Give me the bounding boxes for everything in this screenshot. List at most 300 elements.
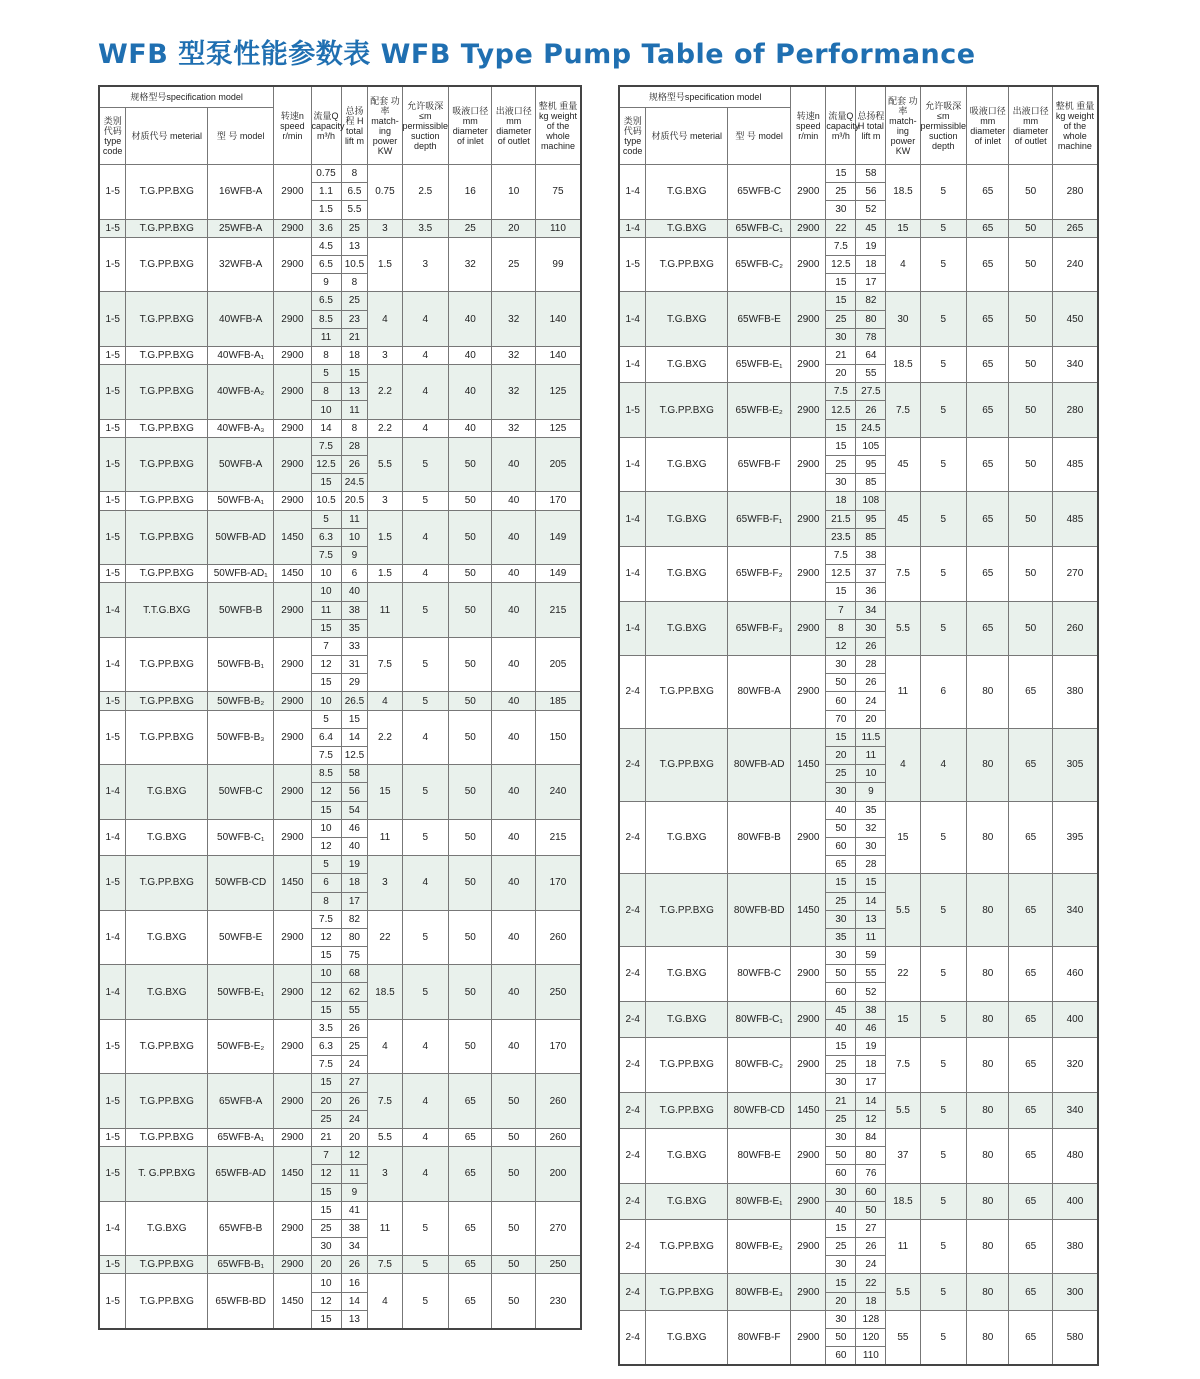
inlet-cell: 80 bbox=[967, 1274, 1009, 1310]
inlet-cell: 50 bbox=[449, 510, 492, 565]
outlet-cell: 50 bbox=[1009, 601, 1052, 656]
material-cell: T.G.PP.BXG bbox=[126, 1019, 208, 1074]
capacity-cell: 7.5 bbox=[311, 1056, 341, 1074]
inlet-cell: 32 bbox=[449, 237, 492, 292]
lift-cell: 80 bbox=[856, 1147, 886, 1165]
power-cell: 2.2 bbox=[368, 419, 402, 437]
capacity-cell: 7 bbox=[311, 637, 341, 655]
power-cell: 22 bbox=[886, 947, 920, 1002]
speed-cell: 2900 bbox=[274, 219, 311, 237]
suction-cell: 6 bbox=[920, 656, 967, 729]
capacity-cell: 50 bbox=[826, 819, 856, 837]
suction-cell: 5 bbox=[920, 292, 967, 347]
speed-cell: 2900 bbox=[791, 601, 826, 656]
header-outlet: 出液口径 mm diameter of outlet bbox=[492, 86, 535, 165]
weight-cell: 170 bbox=[535, 492, 581, 510]
model-cell: 65WFB-F₃ bbox=[728, 601, 791, 656]
capacity-cell: 7 bbox=[826, 601, 856, 619]
capacity-cell: 25 bbox=[826, 1238, 856, 1256]
table-row bbox=[619, 437, 1098, 455]
inlet-cell: 65 bbox=[967, 546, 1009, 601]
type-code-cell: 1-4 bbox=[99, 1201, 126, 1256]
capacity-cell: 12 bbox=[311, 928, 341, 946]
suction-cell: 5 bbox=[920, 437, 967, 492]
speed-cell: 2900 bbox=[791, 1310, 826, 1365]
type-code-cell: 1-5 bbox=[99, 437, 126, 492]
capacity-cell: 25 bbox=[826, 183, 856, 201]
inlet-cell: 80 bbox=[967, 947, 1009, 1002]
power-cell: 7.5 bbox=[368, 1256, 402, 1274]
material-cell: T.G.PP.BXG bbox=[126, 637, 208, 692]
capacity-cell: 15 bbox=[826, 874, 856, 892]
lift-cell: 27.5 bbox=[856, 383, 886, 401]
suction-cell: 5 bbox=[920, 1038, 967, 1093]
capacity-cell: 12 bbox=[311, 656, 341, 674]
weight-cell: 215 bbox=[535, 583, 581, 638]
capacity-cell: 12.5 bbox=[311, 456, 341, 474]
lift-cell: 32 bbox=[856, 819, 886, 837]
speed-cell: 1450 bbox=[274, 856, 311, 911]
type-code-cell: 1-5 bbox=[99, 1074, 126, 1129]
suction-cell: 2.5 bbox=[402, 165, 449, 220]
outlet-cell: 40 bbox=[492, 819, 535, 855]
type-code-cell: 1-5 bbox=[99, 346, 126, 364]
lift-cell: 82 bbox=[341, 910, 368, 928]
lift-cell: 20.5 bbox=[341, 492, 368, 510]
lift-cell: 62 bbox=[341, 983, 368, 1001]
right-performance-table bbox=[618, 85, 1099, 1366]
capacity-cell: 6.3 bbox=[311, 528, 341, 546]
type-code-cell: 2-4 bbox=[619, 801, 646, 874]
outlet-cell: 10 bbox=[492, 165, 535, 220]
capacity-cell: 20 bbox=[826, 365, 856, 383]
suction-cell: 5 bbox=[920, 601, 967, 656]
suction-cell: 5 bbox=[402, 910, 449, 965]
capacity-cell: 15 bbox=[826, 583, 856, 601]
capacity-cell: 8.5 bbox=[311, 765, 341, 783]
power-cell: 3 bbox=[368, 1147, 402, 1202]
inlet-cell: 25 bbox=[449, 219, 492, 237]
power-cell: 7.5 bbox=[886, 546, 920, 601]
lift-cell: 26 bbox=[341, 456, 368, 474]
type-code-cell: 1-5 bbox=[619, 237, 646, 292]
type-code-cell: 1-5 bbox=[99, 292, 126, 347]
material-cell: T. G.PP.BXG bbox=[126, 1147, 208, 1202]
capacity-cell: 15 bbox=[826, 728, 856, 746]
suction-cell: 5 bbox=[402, 765, 449, 820]
power-cell: 22 bbox=[368, 910, 402, 965]
outlet-cell: 40 bbox=[492, 637, 535, 692]
type-code-cell: 2-4 bbox=[619, 1092, 646, 1128]
capacity-cell: 10 bbox=[311, 583, 341, 601]
header-model: 型 号 model bbox=[728, 108, 791, 165]
lift-cell: 26 bbox=[856, 1238, 886, 1256]
lift-cell: 59 bbox=[856, 947, 886, 965]
model-cell: 32WFB-A bbox=[208, 237, 274, 292]
capacity-cell: 7 bbox=[311, 1147, 341, 1165]
lift-cell: 26 bbox=[341, 1256, 368, 1274]
power-cell: 2.2 bbox=[368, 710, 402, 765]
outlet-cell: 40 bbox=[492, 765, 535, 820]
capacity-cell: 5 bbox=[311, 856, 341, 874]
weight-cell: 185 bbox=[535, 692, 581, 710]
capacity-cell: 8 bbox=[311, 892, 341, 910]
power-cell: 7.5 bbox=[368, 1074, 402, 1129]
model-cell: 40WFB-A₁ bbox=[208, 346, 274, 364]
weight-cell: 170 bbox=[535, 1019, 581, 1074]
material-cell: T.G.PP.BXG bbox=[126, 237, 208, 292]
suction-cell: 5 bbox=[402, 492, 449, 510]
capacity-cell: 8 bbox=[826, 619, 856, 637]
weight-cell: 395 bbox=[1052, 801, 1098, 874]
capacity-cell: 30 bbox=[826, 1074, 856, 1092]
power-cell: 7.5 bbox=[886, 383, 920, 438]
type-code-cell: 1-5 bbox=[99, 1147, 126, 1202]
capacity-cell: 15 bbox=[826, 1219, 856, 1237]
capacity-cell: 15 bbox=[311, 801, 341, 819]
power-cell: 4 bbox=[886, 237, 920, 292]
inlet-cell: 65 bbox=[449, 1074, 492, 1129]
table-row bbox=[99, 965, 581, 983]
table-row bbox=[619, 947, 1098, 965]
material-cell: T.G.PP.BXG bbox=[646, 237, 728, 292]
lift-cell: 38 bbox=[341, 601, 368, 619]
suction-cell: 5 bbox=[920, 492, 967, 547]
lift-cell: 11 bbox=[856, 747, 886, 765]
power-cell: 15 bbox=[886, 1001, 920, 1037]
table-row bbox=[99, 565, 581, 583]
lift-cell: 13 bbox=[856, 910, 886, 928]
speed-cell: 2900 bbox=[274, 692, 311, 710]
power-cell: 55 bbox=[886, 1310, 920, 1365]
weight-cell: 340 bbox=[1052, 346, 1098, 382]
table-row bbox=[99, 1074, 581, 1092]
lift-cell: 45 bbox=[856, 219, 886, 237]
speed-cell: 1450 bbox=[274, 510, 311, 565]
outlet-cell: 65 bbox=[1009, 1128, 1052, 1183]
material-cell: T.G.BXG bbox=[646, 546, 728, 601]
lift-cell: 10 bbox=[856, 765, 886, 783]
lift-cell: 85 bbox=[856, 528, 886, 546]
capacity-cell: 30 bbox=[826, 910, 856, 928]
inlet-cell: 80 bbox=[967, 1038, 1009, 1093]
power-cell: 37 bbox=[886, 1128, 920, 1183]
lift-cell: 75 bbox=[341, 947, 368, 965]
type-code-cell: 2-4 bbox=[619, 947, 646, 1002]
table-row bbox=[99, 637, 581, 655]
lift-cell: 14 bbox=[341, 1292, 368, 1310]
table-row bbox=[619, 1038, 1098, 1056]
lift-cell: 10.5 bbox=[341, 255, 368, 273]
lift-cell: 13 bbox=[341, 383, 368, 401]
lift-cell: 8 bbox=[341, 419, 368, 437]
outlet-cell: 65 bbox=[1009, 801, 1052, 874]
suction-cell: 5 bbox=[402, 1201, 449, 1256]
lift-cell: 55 bbox=[341, 1001, 368, 1019]
lift-cell: 14 bbox=[856, 1092, 886, 1110]
weight-cell: 140 bbox=[535, 292, 581, 347]
model-cell: 16WFB-A bbox=[208, 165, 274, 220]
lift-cell: 14 bbox=[341, 728, 368, 746]
inlet-cell: 65 bbox=[967, 601, 1009, 656]
outlet-cell: 40 bbox=[492, 1019, 535, 1074]
header-capacity: 流量Q capacity m³/h bbox=[826, 86, 856, 165]
suction-cell: 5 bbox=[920, 1310, 967, 1365]
lift-cell: 128 bbox=[856, 1310, 886, 1328]
lift-cell: 33 bbox=[341, 637, 368, 655]
capacity-cell: 15 bbox=[826, 1274, 856, 1292]
weight-cell: 125 bbox=[535, 365, 581, 420]
inlet-cell: 16 bbox=[449, 165, 492, 220]
lift-cell: 46 bbox=[341, 819, 368, 837]
weight-cell: 280 bbox=[1052, 383, 1098, 438]
power-cell: 3 bbox=[368, 492, 402, 510]
power-cell: 4 bbox=[368, 692, 402, 710]
lift-cell: 78 bbox=[856, 328, 886, 346]
capacity-cell: 45 bbox=[826, 1001, 856, 1019]
inlet-cell: 50 bbox=[449, 965, 492, 1020]
lift-cell: 110 bbox=[856, 1347, 886, 1366]
lift-cell: 24.5 bbox=[341, 474, 368, 492]
lift-cell: 58 bbox=[341, 765, 368, 783]
suction-cell: 5 bbox=[920, 546, 967, 601]
table-row bbox=[99, 710, 581, 728]
weight-cell: 300 bbox=[1052, 1274, 1098, 1310]
capacity-cell: 8 bbox=[311, 383, 341, 401]
lift-cell: 35 bbox=[341, 619, 368, 637]
lift-cell: 50 bbox=[856, 1201, 886, 1219]
capacity-cell: 60 bbox=[826, 1165, 856, 1183]
lift-cell: 30 bbox=[856, 619, 886, 637]
speed-cell: 2900 bbox=[791, 1274, 826, 1310]
outlet-cell: 40 bbox=[492, 856, 535, 911]
suction-cell: 5 bbox=[920, 165, 967, 220]
capacity-cell: 30 bbox=[311, 1238, 341, 1256]
suction-cell: 3.5 bbox=[402, 219, 449, 237]
material-cell: T.G.PP.BXG bbox=[646, 1092, 728, 1128]
table-row bbox=[99, 346, 581, 364]
type-code-cell: 1-4 bbox=[619, 292, 646, 347]
capacity-cell: 12.5 bbox=[826, 401, 856, 419]
speed-cell: 1450 bbox=[791, 874, 826, 947]
capacity-cell: 30 bbox=[826, 656, 856, 674]
suction-cell: 5 bbox=[402, 583, 449, 638]
speed-cell: 2900 bbox=[791, 383, 826, 438]
table-row bbox=[99, 510, 581, 528]
outlet-cell: 40 bbox=[492, 692, 535, 710]
lift-cell: 40 bbox=[341, 837, 368, 855]
weight-cell: 99 bbox=[535, 237, 581, 292]
right-table-body bbox=[619, 165, 1098, 1366]
capacity-cell: 6.4 bbox=[311, 728, 341, 746]
capacity-cell: 40 bbox=[826, 1019, 856, 1037]
type-code-cell: 1-5 bbox=[99, 492, 126, 510]
lift-cell: 17 bbox=[856, 274, 886, 292]
capacity-cell: 15 bbox=[311, 1074, 341, 1092]
model-cell: 40WFB-A₃ bbox=[208, 419, 274, 437]
model-cell: 50WFB-A₁ bbox=[208, 492, 274, 510]
capacity-cell: 70 bbox=[826, 710, 856, 728]
lift-cell: 23 bbox=[341, 310, 368, 328]
type-code-cell: 1-5 bbox=[99, 165, 126, 220]
model-cell: 65WFB-B₁ bbox=[208, 1256, 274, 1274]
capacity-cell: 7.5 bbox=[311, 910, 341, 928]
lift-cell: 54 bbox=[341, 801, 368, 819]
capacity-cell: 12 bbox=[311, 1292, 341, 1310]
capacity-cell: 6.5 bbox=[311, 292, 341, 310]
model-cell: 80WFB-C₁ bbox=[728, 1001, 791, 1037]
table-row bbox=[99, 1128, 581, 1146]
power-cell: 11 bbox=[886, 656, 920, 729]
type-code-cell: 2-4 bbox=[619, 1219, 646, 1274]
lift-cell: 25 bbox=[341, 219, 368, 237]
weight-cell: 150 bbox=[535, 710, 581, 765]
model-cell: 65WFB-F₂ bbox=[728, 546, 791, 601]
lift-cell: 95 bbox=[856, 456, 886, 474]
suction-cell: 5 bbox=[402, 692, 449, 710]
capacity-cell: 12 bbox=[311, 1165, 341, 1183]
capacity-cell: 25 bbox=[826, 1110, 856, 1128]
capacity-cell: 15 bbox=[311, 1310, 341, 1329]
suction-cell: 4 bbox=[402, 292, 449, 347]
lift-cell: 20 bbox=[856, 710, 886, 728]
suction-cell: 5 bbox=[920, 1183, 967, 1219]
speed-cell: 2900 bbox=[791, 346, 826, 382]
suction-cell: 4 bbox=[402, 1147, 449, 1202]
type-code-cell: 1-5 bbox=[99, 856, 126, 911]
table-row bbox=[619, 492, 1098, 510]
header-material: 材质代号 meterial bbox=[646, 108, 728, 165]
capacity-cell: 12.5 bbox=[826, 565, 856, 583]
outlet-cell: 40 bbox=[492, 965, 535, 1020]
lift-cell: 76 bbox=[856, 1165, 886, 1183]
speed-cell: 2900 bbox=[274, 637, 311, 692]
lift-cell: 18 bbox=[856, 1056, 886, 1074]
material-cell: T.G.BXG bbox=[126, 965, 208, 1020]
suction-cell: 5 bbox=[920, 237, 967, 292]
capacity-cell: 21 bbox=[826, 1092, 856, 1110]
suction-cell: 5 bbox=[402, 1256, 449, 1274]
weight-cell: 305 bbox=[1052, 728, 1098, 801]
material-cell: T.G.PP.BXG bbox=[126, 165, 208, 220]
capacity-cell: 6.5 bbox=[311, 255, 341, 273]
capacity-cell: 14 bbox=[311, 419, 341, 437]
model-cell: 80WFB-E₃ bbox=[728, 1274, 791, 1310]
lift-cell: 19 bbox=[856, 1038, 886, 1056]
header-speed: 转速n speed r/min bbox=[274, 86, 311, 165]
lift-cell: 31 bbox=[341, 656, 368, 674]
inlet-cell: 80 bbox=[967, 1310, 1009, 1365]
model-cell: 50WFB-AD₁ bbox=[208, 565, 274, 583]
outlet-cell: 65 bbox=[1009, 656, 1052, 729]
model-cell: 50WFB-AD bbox=[208, 510, 274, 565]
capacity-cell: 25 bbox=[311, 1110, 341, 1128]
table-row bbox=[99, 583, 581, 601]
speed-cell: 2900 bbox=[791, 1128, 826, 1183]
type-code-cell: 1-4 bbox=[99, 637, 126, 692]
table-row bbox=[99, 910, 581, 928]
suction-cell: 5 bbox=[920, 219, 967, 237]
inlet-cell: 50 bbox=[449, 856, 492, 911]
material-cell: T.G.PP.BXG bbox=[126, 219, 208, 237]
type-code-cell: 2-4 bbox=[619, 1001, 646, 1037]
inlet-cell: 80 bbox=[967, 656, 1009, 729]
capacity-cell: 5 bbox=[311, 365, 341, 383]
material-cell: T.G.PP.BXG bbox=[126, 1274, 208, 1329]
capacity-cell: 50 bbox=[826, 1147, 856, 1165]
lift-cell: 11 bbox=[341, 1165, 368, 1183]
speed-cell: 2900 bbox=[274, 710, 311, 765]
weight-cell: 380 bbox=[1052, 656, 1098, 729]
type-code-cell: 2-4 bbox=[619, 728, 646, 801]
table-row bbox=[619, 219, 1098, 237]
power-cell: 18.5 bbox=[886, 1183, 920, 1219]
material-cell: T.G.BXG bbox=[646, 601, 728, 656]
capacity-cell: 10.5 bbox=[311, 492, 341, 510]
model-cell: 65WFB-AD bbox=[208, 1147, 274, 1202]
model-cell: 50WFB-CD bbox=[208, 856, 274, 911]
capacity-cell: 6 bbox=[311, 874, 341, 892]
lift-cell: 6 bbox=[341, 565, 368, 583]
capacity-cell: 7.5 bbox=[311, 747, 341, 765]
capacity-cell: 30 bbox=[826, 1256, 856, 1274]
table-row bbox=[619, 1274, 1098, 1292]
inlet-cell: 65 bbox=[449, 1128, 492, 1146]
inlet-cell: 80 bbox=[967, 1128, 1009, 1183]
capacity-cell: 35 bbox=[826, 928, 856, 946]
speed-cell: 2900 bbox=[274, 237, 311, 292]
model-cell: 80WFB-E₂ bbox=[728, 1219, 791, 1274]
speed-cell: 2900 bbox=[274, 292, 311, 347]
suction-cell: 5 bbox=[402, 819, 449, 855]
speed-cell: 2900 bbox=[791, 1219, 826, 1274]
lift-cell: 25 bbox=[341, 1038, 368, 1056]
weight-cell: 340 bbox=[1052, 1092, 1098, 1128]
suction-cell: 5 bbox=[402, 437, 449, 492]
header-material: 材质代号 meterial bbox=[126, 108, 208, 165]
power-cell: 7.5 bbox=[886, 1038, 920, 1093]
model-cell: 50WFB-A bbox=[208, 437, 274, 492]
capacity-cell: 30 bbox=[826, 947, 856, 965]
type-code-cell: 1-5 bbox=[99, 565, 126, 583]
capacity-cell: 11 bbox=[311, 328, 341, 346]
lift-cell: 68 bbox=[341, 965, 368, 983]
capacity-cell: 50 bbox=[826, 965, 856, 983]
table-row bbox=[619, 1092, 1098, 1110]
outlet-cell: 50 bbox=[492, 1074, 535, 1129]
table-row bbox=[619, 237, 1098, 255]
capacity-cell: 25 bbox=[826, 765, 856, 783]
power-cell: 1.5 bbox=[368, 510, 402, 565]
inlet-cell: 50 bbox=[449, 765, 492, 820]
type-code-cell: 2-4 bbox=[619, 656, 646, 729]
type-code-cell: 1-5 bbox=[99, 710, 126, 765]
power-cell: 1.5 bbox=[368, 237, 402, 292]
capacity-cell: 15 bbox=[826, 419, 856, 437]
header-model: 型 号 model bbox=[208, 108, 274, 165]
material-cell: T.G.PP.BXG bbox=[126, 365, 208, 420]
type-code-cell: 1-5 bbox=[99, 219, 126, 237]
header-type-code: 类别 代码 type code bbox=[99, 108, 126, 165]
power-cell: 11 bbox=[368, 583, 402, 638]
weight-cell: 149 bbox=[535, 565, 581, 583]
weight-cell: 240 bbox=[1052, 237, 1098, 292]
lift-cell: 46 bbox=[856, 1019, 886, 1037]
capacity-cell: 15 bbox=[311, 1001, 341, 1019]
material-cell: T.G.BXG bbox=[646, 165, 728, 220]
lift-cell: 8 bbox=[341, 274, 368, 292]
capacity-cell: 11 bbox=[311, 601, 341, 619]
